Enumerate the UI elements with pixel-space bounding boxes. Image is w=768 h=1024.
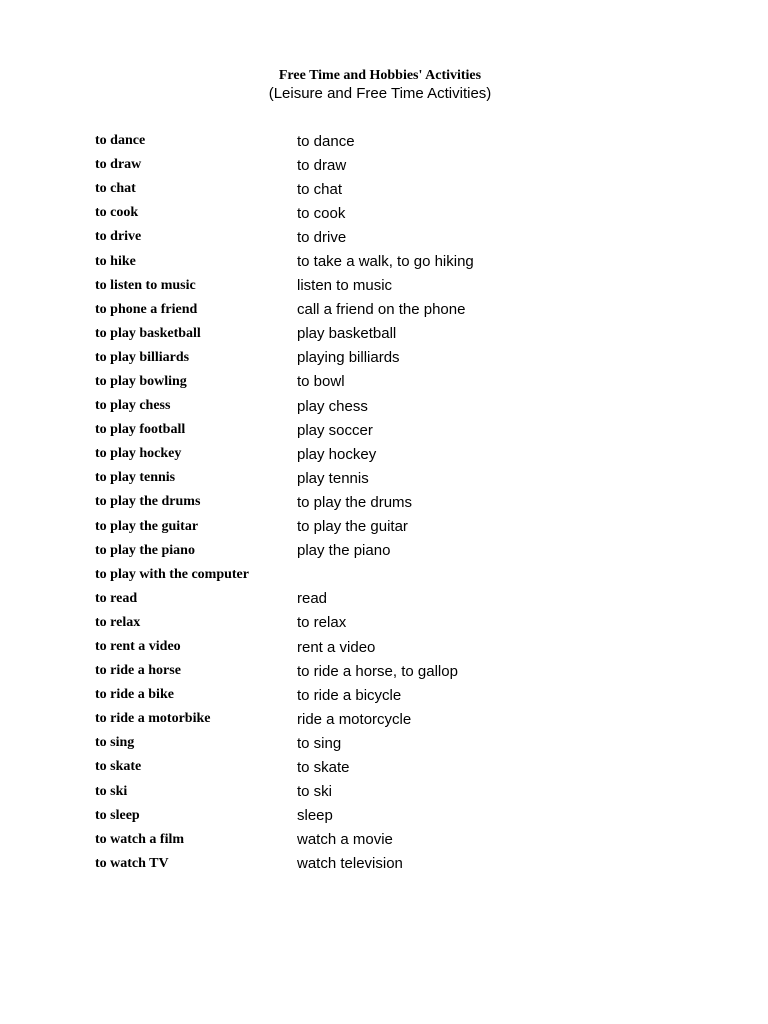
vocabulary-meaning: play tennis [297,469,369,487]
vocabulary-row [95,804,735,828]
vocabulary-meaning: to ski [297,783,333,801]
vocabulary-row [95,707,735,731]
vocabulary-meaning: watch television [297,855,403,873]
vocabulary-term: to ride a bike [95,687,174,703]
vocabulary-meaning: ride a motorcycle [297,710,412,728]
vocabulary-row [95,683,735,707]
vocabulary-row [95,780,735,804]
vocabulary-meaning: playing billiards [297,349,400,367]
vocabulary-meaning: to play the guitar [297,518,408,536]
vocabulary-meaning: to ride a bicycle [297,686,402,704]
vocabulary-term: to play bowling [95,373,187,389]
vocabulary-row [95,659,735,683]
vocabulary-meaning: to drive [297,228,347,246]
vocabulary-row [95,346,735,370]
vocabulary-term: to play with the computer [95,566,249,582]
vocabulary-row [95,852,735,876]
vocabulary-row [95,153,735,177]
vocabulary-meaning: read [297,590,328,608]
vocabulary-meaning: to dance [297,132,355,150]
vocabulary-term: to ride a motorbike [95,711,211,727]
vocabulary-term: to ski [95,783,128,799]
vocabulary-meaning: to draw [297,156,347,174]
vocabulary-term: to play tennis [95,470,176,486]
vocabulary-row [95,298,735,322]
vocabulary-meaning: sleep [297,807,333,825]
vocabulary-meaning: to ride a horse, to gallop [297,662,458,680]
vocabulary-term: to relax [95,614,141,630]
vocabulary-term: to play basketball [95,325,201,341]
vocabulary-term: to watch a film [95,831,185,847]
vocabulary-meaning: call a friend on the phone [297,301,466,319]
vocabulary-meaning: to bowl [297,373,345,391]
vocabulary-term: to play the piano [95,542,195,558]
vocabulary-term: to play chess [95,398,171,414]
vocabulary-term: to drive [95,229,142,245]
vocabulary-row [95,515,735,539]
vocabulary-term: to draw [95,157,142,173]
vocabulary-term: to dance [95,133,146,149]
vocabulary-term: to sleep [95,807,140,823]
vocabulary-term: to listen to music [95,277,196,293]
vocabulary-row [95,635,735,659]
vocabulary-row [95,563,735,587]
vocabulary-row [95,201,735,225]
vocabulary-meaning: play chess [297,397,368,415]
vocabulary-row [95,731,735,755]
vocabulary-row [95,539,735,563]
vocabulary-meaning: to take a walk, to go hiking [297,253,474,271]
vocabulary-meaning: play the piano [297,542,391,560]
vocabulary-row [95,249,735,273]
vocabulary-term: to rent a video [95,639,181,655]
vocabulary-meaning: to play the drums [297,493,413,511]
vocabulary-row [95,490,735,514]
vocabulary-term: to watch TV [95,855,169,871]
vocabulary-row [95,129,735,153]
vocabulary-term: to phone a friend [95,301,198,317]
document-title: Free Time and Hobbies' Activities [278,68,482,83]
vocabulary-term: to chat [95,181,136,197]
vocabulary-meaning: play basketball [297,325,397,343]
document-subtitle: (Leisure and Free Time Activities) [268,85,492,102]
vocabulary-term: to play the guitar [95,518,199,534]
vocabulary-term: to play billiards [95,349,190,365]
vocabulary-meaning: to relax [297,614,347,632]
vocabulary-term: to hike [95,253,136,269]
vocabulary-meaning: to chat [297,180,343,198]
vocabulary-meaning: to sing [297,734,342,752]
vocabulary-row [95,466,735,490]
vocabulary-row [95,587,735,611]
vocabulary-row [95,828,735,852]
vocabulary-term: to read [95,590,138,606]
vocabulary-meaning: rent a video [297,638,376,656]
vocabulary-term: to play hockey [95,446,182,462]
vocabulary-list [95,129,735,876]
vocabulary-term: to skate [95,759,142,775]
vocabulary-row [95,370,735,394]
vocabulary-term: to cook [95,205,139,221]
vocabulary-row [95,225,735,249]
vocabulary-row [95,274,735,298]
vocabulary-row [95,394,735,418]
vocabulary-meaning: listen to music [297,277,393,295]
vocabulary-row [95,755,735,779]
vocabulary-row [95,418,735,442]
vocabulary-term: to play the drums [95,494,201,510]
vocabulary-term: to ride a horse [95,663,181,679]
vocabulary-meaning: to skate [297,758,350,776]
vocabulary-term: to play football [95,422,186,438]
vocabulary-meaning: play hockey [297,445,377,463]
title-block [0,67,760,103]
vocabulary-row [95,177,735,201]
vocabulary-row [95,442,735,466]
vocabulary-meaning: to cook [297,204,346,222]
vocabulary-row [95,322,735,346]
vocabulary-meaning: play soccer [297,421,373,439]
vocabulary-meaning: watch a movie [297,831,393,849]
vocabulary-row [95,611,735,635]
vocabulary-term: to sing [95,735,135,751]
